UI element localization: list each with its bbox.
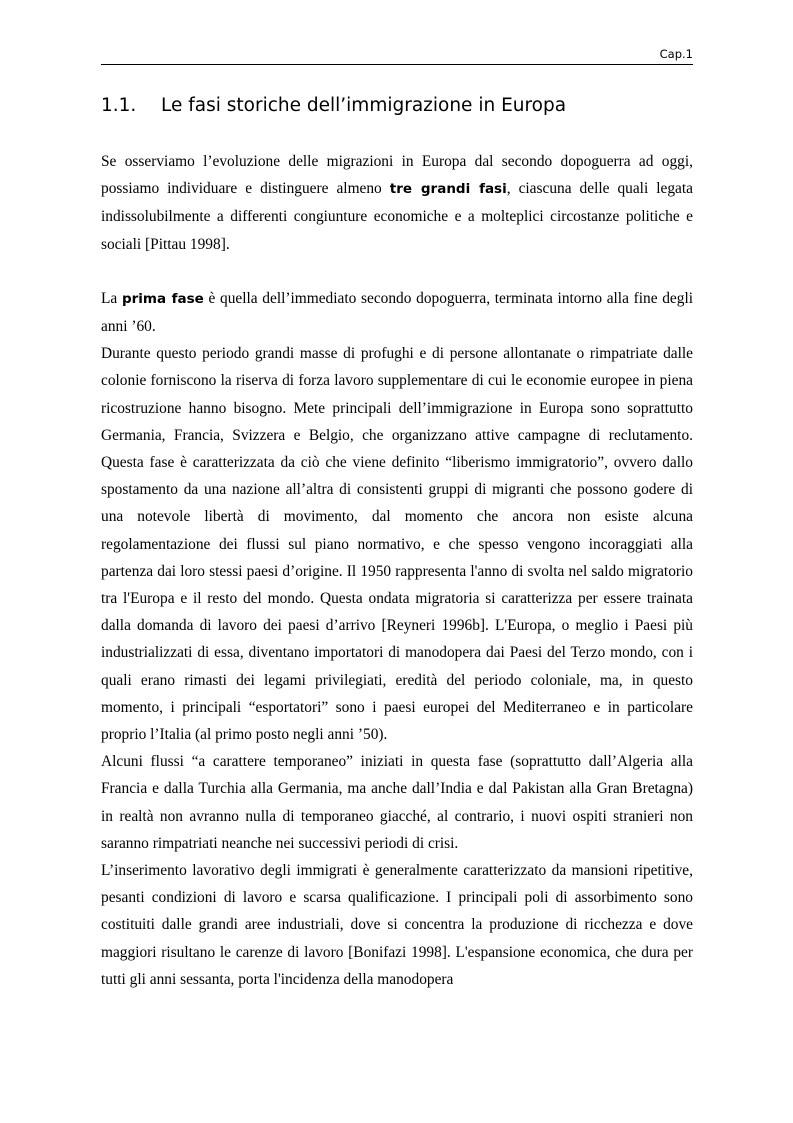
body-text — [101, 148, 693, 993]
paragraph-intro — [101, 148, 693, 258]
paragraph-postwar: Durante questo periodo grandi masse di profughi e di persone allontanate o rimpatriate dalle colonie forniscono la riserva di forza lavoro supplementare di cui le economie europee in piena ricostruzione hanno bisogno. Mete principali dell’immigrazione in Europa sono soprattutto Germania, Francia, Svizzera e Belgio, che organizzano attive campagne di reclutamento. Questa fase è caratterizzata da ciò che viene definito “liberismo immigratorio”, ovvero dallo spostamento da una nazione all’altra di consistenti gruppi di migranti che possono godere di una notevole libertà di movimento, dal momento che ancora non esiste alcuna regolamentazione dei flussi sul piano normativo, e che spesso vengono incoraggiati alla partenza dai loro stessi paesi d’origine. Il 1950 rappresenta l'anno di svolta nel saldo migratorio tra l'Europa e il resto del mondo. Questa ondata migratoria si caratterizza per essere trainata dalla domanda di lavoro dei paesi d’arrivo [Reyneri 1996b]. L'Europa, o meglio i Paesi più industrializzati di essa, diventano importatori di manodopera dai Paesi del Terzo mondo, con i quali erano rimasti dei legami privilegiati, eredità del periodo coloniale, ma, in questo momento, i principali “esportatori” sono i paesi europei del Mediterraneo e in particolare proprio l’Italia (al primo posto negli anni ’50). — [101, 345, 693, 744]
section-number: 1.1. — [101, 95, 137, 116]
paragraph-text: , ciascuna delle quali legata indissolubilmente a differenti congiunture economiche e a molteplici circostanze politiche e sociali [Pittau 1998]. — [101, 180, 693, 253]
paragraph-text: La — [101, 289, 122, 307]
paragraph-first-phase — [101, 285, 693, 340]
bold-term: tre grandi fasi — [389, 181, 507, 198]
paragraph-text: è quella dell’immediato secondo dopoguerra, terminata intorno alla fine degli anni ’60. — [101, 289, 693, 336]
paragraph-temporary-flows: Alcuni flussi “a carattere temporaneo” iniziati in questa fase (soprattutto dall’Algeria alla Francia e dalla Turchia alla Germania, ma anche dall’India e dal Pakistan alla Gran Bretagna) in realtà non avranno nulla di temporaneo giacché, al contrario, i nuovi ospiti stranieri non saranno rimpatriati neanche nei successivi periodi di crisi. — [101, 753, 693, 852]
bold-term: prima fase — [121, 290, 204, 307]
section-heading — [101, 93, 693, 119]
running-header — [101, 46, 693, 65]
section-title: Le fasi storiche dell’immigrazione in Europa — [161, 95, 567, 116]
chapter-label: Cap.1 — [659, 47, 693, 61]
paragraph-text: Se osserviamo l’evoluzione delle migrazioni in Europa dal secondo dopoguerra ad oggi, possiamo individuare e distinguere almeno — [101, 153, 693, 198]
paragraph-employment: L’inserimento lavorativo degli immigrati è generalmente caratterizzato da mansioni ripetitive, pesanti condizioni di lavoro e scarsa qualificazione. I principali poli di assorbimento sono costituiti dalle grandi aree industriali, dove si concentra la produzione di ricchezza e dove maggiori risultano le carenze di lavoro [Bonifazi 1998]. L'espansione economica, che dura per tutti gli anni sessanta, porta l'incidenza della manodopera — [101, 862, 693, 988]
